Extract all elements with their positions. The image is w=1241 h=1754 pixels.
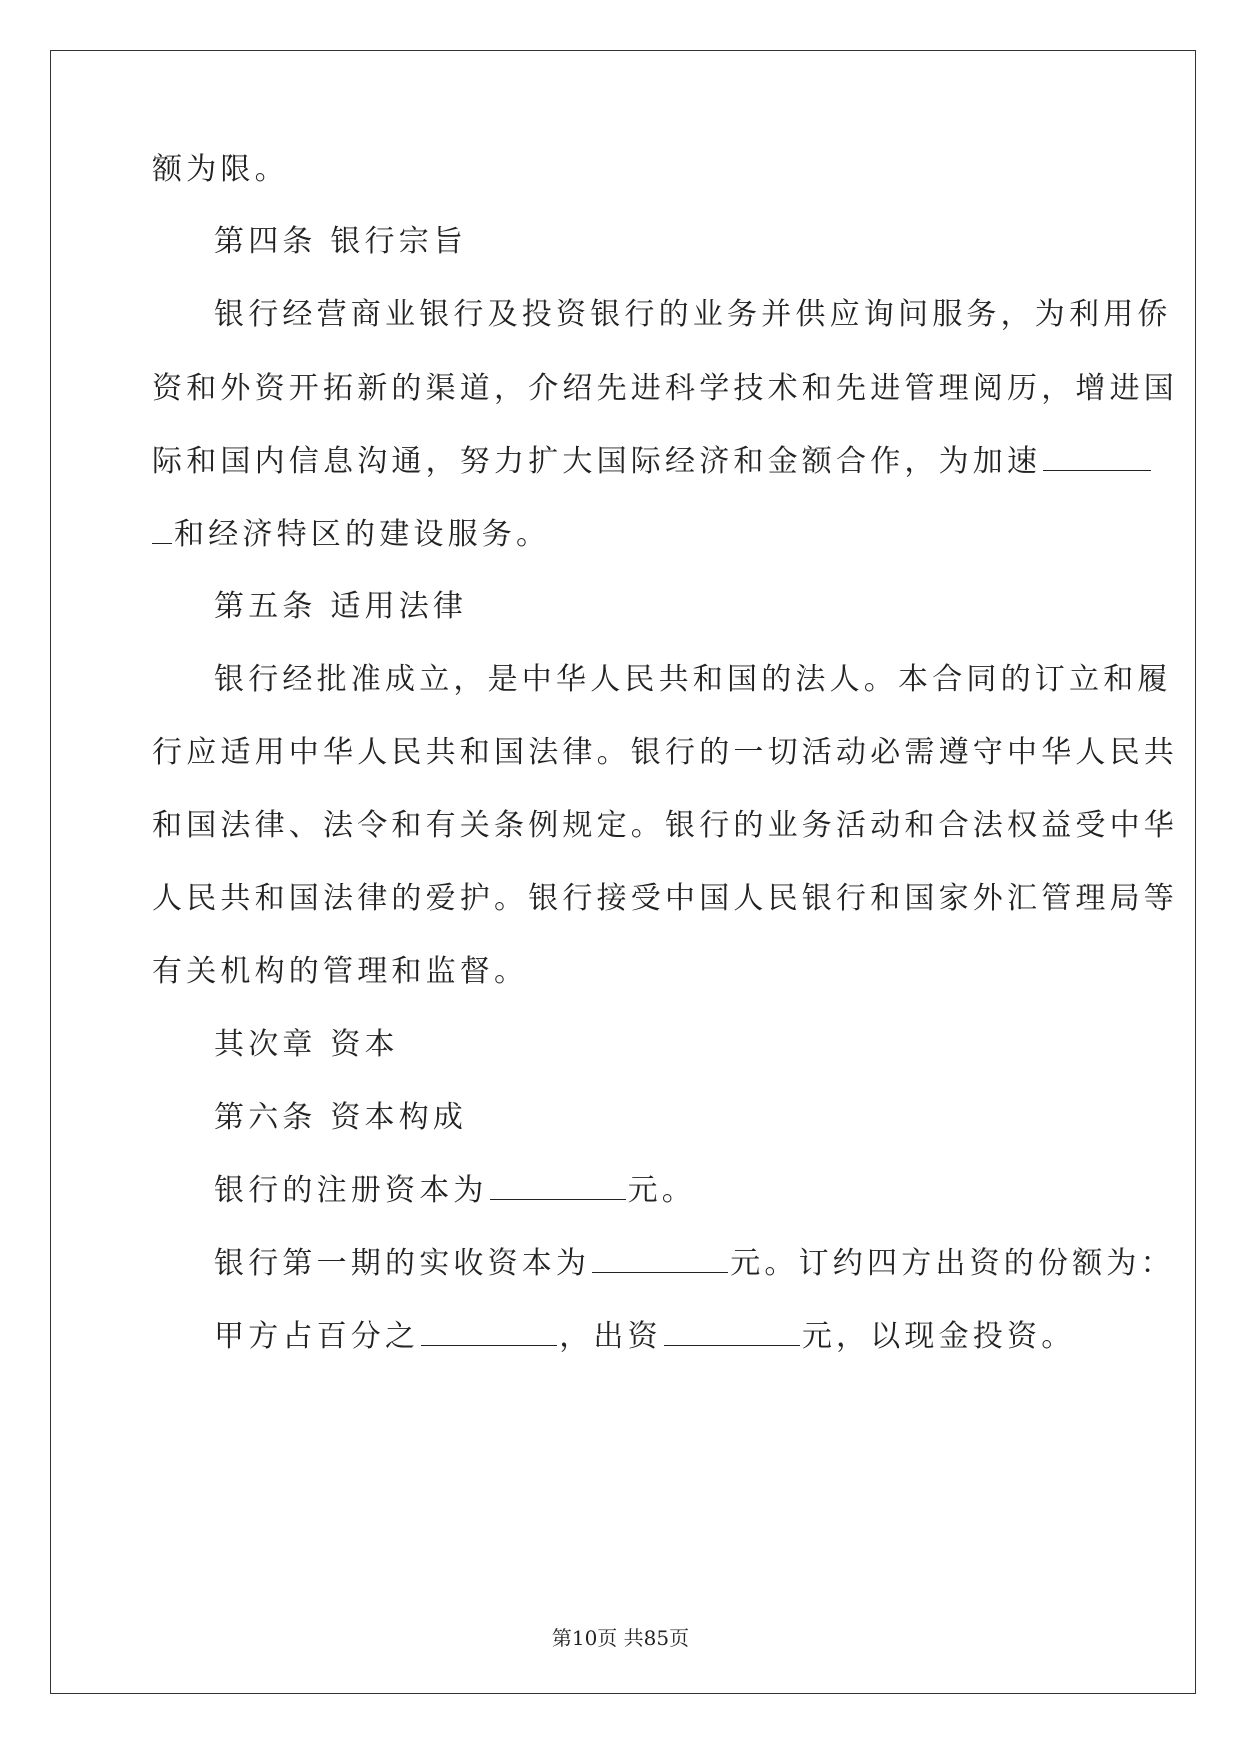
fill-blank [490, 1172, 626, 1200]
paragraph-text: 元。 [627, 1173, 697, 1208]
fill-blank [421, 1318, 557, 1346]
paragraph-text: ，出资 [559, 1319, 662, 1354]
article-heading: 第四条 银行宗旨 [214, 224, 468, 259]
paragraph-line: 银行经营商业银行及投资银行的业务并供应询问服务，为利用侨 [214, 297, 1172, 332]
article-heading: 第五条 适用法律 [214, 589, 468, 624]
fill-blank [592, 1245, 728, 1273]
paragraph-text: 元，以现金投资。 [801, 1319, 1076, 1354]
chapter-heading: 其次章 资本 [214, 1027, 399, 1062]
paragraph-text: 银行第一期的实收资本为 [214, 1246, 591, 1281]
registered-capital-line [214, 1171, 696, 1211]
paragraph-line: 银行经批准成立，是中华人民共和国的法人。本合同的订立和履 [214, 662, 1172, 697]
paragraph-text: 甲方占百分之 [214, 1319, 420, 1354]
paragraph-text: 和经济特区的建设服务。 [174, 517, 551, 552]
paragraph-line [152, 515, 550, 555]
paragraph-line: 和国法律、法令和有关条例规定。银行的业务活动和合法权益受中华 [152, 808, 1178, 843]
paid-capital-line [214, 1244, 1175, 1284]
paragraph-text: 元。订约四方出资的份额为： [730, 1246, 1175, 1281]
paragraph-line: 行应适用中华人民共和国法律。银行的一切活动必需遵守中华人民共 [152, 735, 1178, 770]
page-footer: 第10页 共85页 [551, 1626, 690, 1650]
paragraph-line: 人民共和国法律的爱护。银行接受中国人民银行和国家外汇管理局等 [152, 881, 1178, 916]
fill-blank [1043, 443, 1151, 471]
paragraph-line: 额为限。 [152, 152, 289, 187]
paragraph-line: 资和外资开拓新的渠道，介绍先进科学技术和先进管理阅历，增进国 [152, 371, 1178, 406]
party-a-line [214, 1317, 1075, 1357]
fill-blank [664, 1318, 800, 1346]
fill-blank [152, 516, 172, 544]
paragraph-text: 银行的注册资本为 [214, 1173, 488, 1208]
paragraph-text: 际和国内信息沟通，努力扩大国际经济和金额合作，为加速 [152, 444, 1042, 479]
paragraph-line: 有关机构的管理和监督。 [152, 954, 529, 989]
paragraph-line [152, 442, 1153, 482]
article-heading: 第六条 资本构成 [214, 1100, 468, 1135]
